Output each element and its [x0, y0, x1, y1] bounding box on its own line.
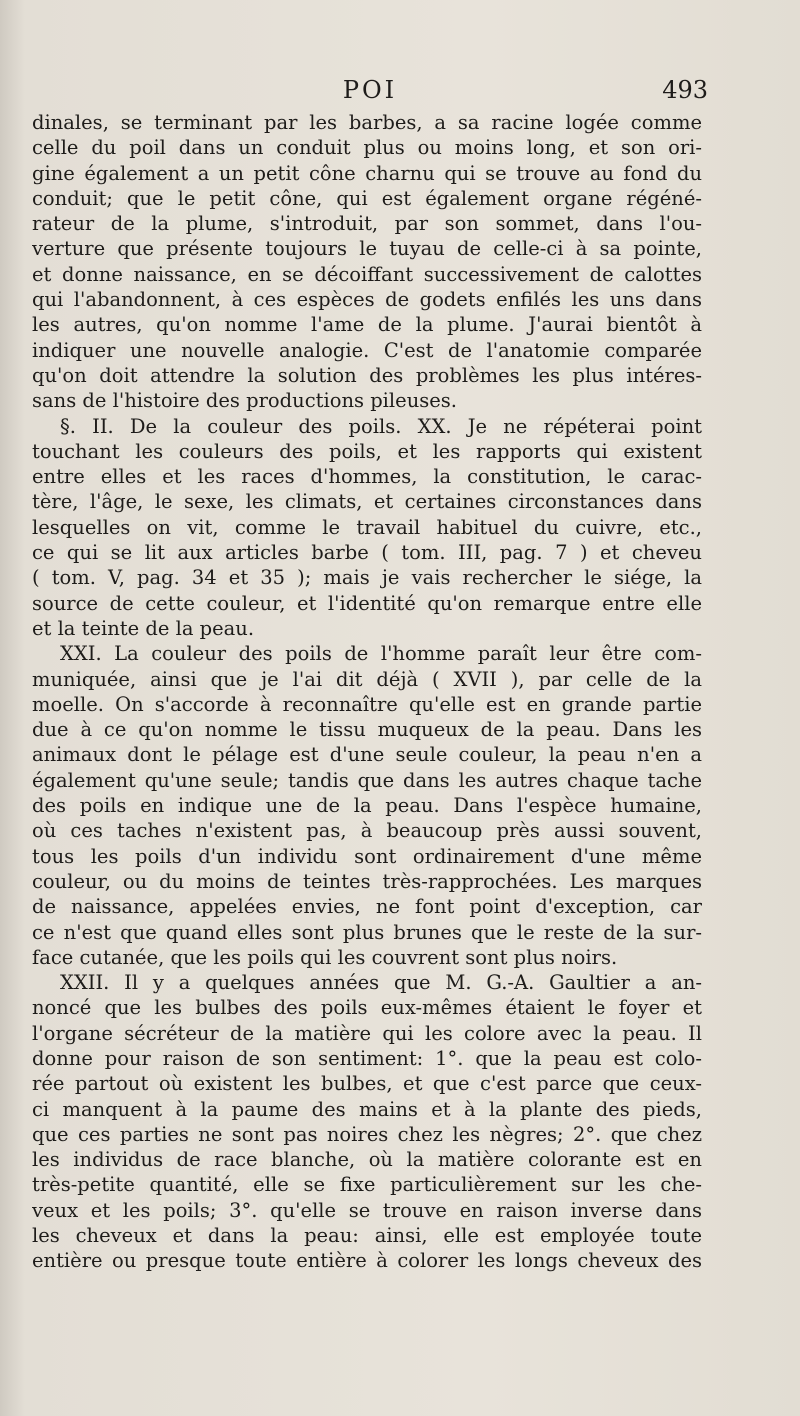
text-line: les cheveux et dans la peau: ainsi, elle est employée toute [32, 1224, 702, 1248]
text-line: lesquelles on vit, comme le travail habituel du cuivre, etc., [32, 515, 702, 539]
text-line: des poils en indique une de la peau. Dans l'espèce humaine, [32, 794, 702, 818]
text-line: de naissance, appelées envies, ne font point d'exception, car [32, 895, 702, 919]
text-line: ce qui se lit aux articles barbe ( tom. III, pag. 7 ) et cheveu [32, 541, 702, 565]
text-line: veux et les poils; 3°. qu'elle se trouve en raison inverse dans [32, 1198, 702, 1222]
text-line: donne pour raison de son sentiment: 1°. que la peau est colo- [32, 1046, 702, 1070]
text-line: qui l'abandonnent, à ces espèces de godets enfilés les uns dans [32, 288, 702, 312]
text-line: ci manquent à la paume des mains et à la plante des pieds, [32, 1097, 702, 1121]
text-line: les autres, qu'on nomme l'ame de la plume. J'aurai bientôt à [32, 313, 702, 337]
text-line: due à ce qu'on nomme le tissu muqueux de la peau. Dans les [32, 718, 702, 742]
text-line: gine également a un petit cône charnu qui se trouve au fond du [32, 161, 702, 185]
text-line: et la teinte de la peau. [32, 616, 255, 640]
paragraph-start-line: XXI. La couleur des poils de l'homme paraît leur être com- [60, 642, 702, 666]
text-line: rée partout où existent les bulbes, et que c'est parce que ceux- [32, 1072, 702, 1096]
text-line: noncé que les bulbes des poils eux-mêmes étaient le foyer et [32, 996, 702, 1020]
text-line: les individus de race blanche, où la matière colorante est en [32, 1148, 702, 1172]
running-head: POI [342, 76, 398, 104]
text-line: muniquée, ainsi que je l'ai dit déjà ( XVII ), par celle de la [32, 667, 702, 691]
text-line: moelle. On s'accorde à reconnaître qu'elle est en grande partie [32, 692, 702, 716]
text-line: que ces parties ne sont pas noires chez les nègres; 2°. que chez [32, 1122, 702, 1146]
page-number: 493 [662, 76, 708, 104]
text-line: rateur de la plume, s'introduit, par son sommet, dans l'ou- [32, 212, 702, 236]
text-line: couleur, ou du moins de teintes très-rapprochées. Les marques [32, 869, 702, 893]
page-header [32, 76, 708, 110]
text-line: face cutanée, que les poils qui les couvrent sont plus noirs. [32, 945, 618, 969]
text-line: dinales, se terminant par les barbes, a sa racine logée comme [32, 111, 702, 134]
text-line: source de cette couleur, et l'identité qu'on remarque entre elle [32, 591, 702, 615]
text-line: ( tom. V, pag. 34 et 35 ); mais je vais rechercher le siége, la [32, 566, 702, 590]
text-line: conduit; que le petit cône, qui est également organe régéné- [32, 186, 702, 210]
text-line: celle du poil dans un conduit plus ou moins long, et son ori- [32, 136, 702, 160]
text-line: verture que présente toujours le tuyau de celle-ci à sa pointe, [32, 237, 702, 261]
text-line: ce n'est que quand elles sont plus brunes que le reste de la sur- [32, 920, 702, 944]
text-line: touchant les couleurs des poils, et les rapports qui existent [32, 439, 702, 463]
text-line: très-petite quantité, elle se fixe particulièrement sur les che- [32, 1173, 702, 1197]
section-heading-line: §. II. De la couleur des poils. XX. Je ne répéterai point [60, 414, 702, 438]
text-line: tous les poils d'un individu sont ordinairement d'une même [32, 844, 702, 868]
text-line: tère, l'âge, le sexe, les climats, et certaines circonstances dans [32, 490, 702, 514]
paragraph-start-line: XXII. Il y a quelques années que M. G.-A. Gaultier a an- [60, 971, 702, 995]
text-line: entière ou presque toute entière à colorer les longs cheveux des [32, 1249, 702, 1273]
text-line: qu'on doit attendre la solution des problèmes les plus intéres- [32, 363, 702, 387]
text-line: animaux dont le pélage est d'une seule couleur, la peau n'en a [32, 743, 702, 767]
text-line: également qu'une seule; tandis que dans les autres chaque tache [32, 768, 702, 792]
text-line: entre elles et les races d'hommes, la constitution, le carac- [32, 465, 702, 489]
text-line: indiquer une nouvelle analogie. C'est de l'anatomie comparée [32, 338, 702, 362]
text-line: où ces taches n'existent pas, à beaucoup près aussi souvent, [32, 819, 702, 843]
text-line: et donne naissance, en se décoiffant successivement de calottes [32, 262, 702, 286]
body-text [32, 110, 702, 1274]
text-line: l'organe sécréteur de la matière qui les colore avec la peau. Il [32, 1021, 702, 1045]
text-line: sans de l'histoire des productions pileuses. [32, 389, 458, 413]
